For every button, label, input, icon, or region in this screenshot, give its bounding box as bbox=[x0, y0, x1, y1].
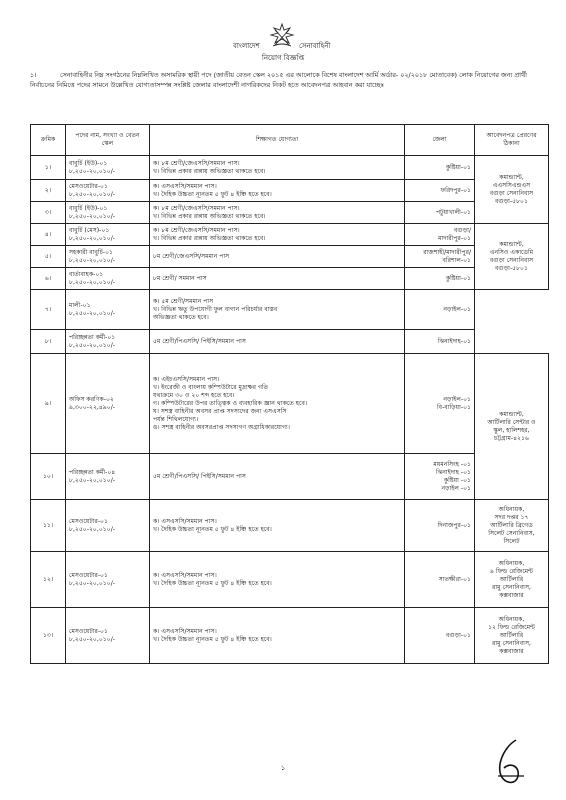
address-cell-line: স্কুল, হালিশহর, bbox=[493, 426, 530, 434]
post-cell bbox=[66, 268, 150, 290]
address-cell bbox=[475, 608, 549, 664]
qualification-cell-line: ৫ম শ্রেণী/পিএসসি/ পিইসি/সমমান পাস bbox=[153, 472, 246, 480]
address-cell-line: অধিনায়ক, bbox=[498, 615, 525, 623]
district-cell-line: নড়াইল -০১ bbox=[441, 484, 471, 492]
header-address: আবেদনপত্র প্রেরণের ঠিকানা bbox=[475, 125, 549, 156]
district-cell-line: রাজশাহী/মাদারীপুর/ bbox=[423, 248, 471, 256]
qualification-cell bbox=[150, 354, 405, 454]
address-cell-line: অধিনায়ক, bbox=[498, 505, 525, 513]
post-cell-line: ৮,২৫০-২০,০১০/- bbox=[69, 278, 115, 286]
post-cell bbox=[66, 552, 150, 608]
post-cell bbox=[66, 224, 150, 246]
post-cell-line: অফিস করণিক-০২ bbox=[69, 395, 114, 403]
serial-cell: ২। bbox=[31, 180, 66, 202]
address-cell-line: আর্টিলারি bbox=[499, 631, 524, 639]
district-cell bbox=[405, 500, 475, 552]
qualification-cell-line: ক। ৮ম শ্রেণী/জেএসসি/সমমান পাস। bbox=[153, 204, 240, 212]
post-cell bbox=[66, 246, 150, 268]
qualification-cell-line: ক। এসএসসি/সমমান পাস। bbox=[153, 627, 217, 635]
post-cell-line: বাবুর্চি (ইউ)-০১ bbox=[69, 159, 108, 167]
post-cell bbox=[66, 500, 150, 552]
qualification-cell-line: খ। দৈহিক উচ্চতা ন্যূনতম ৫ ফুট ৪ ইঞ্চি হতে হবে। bbox=[153, 579, 272, 587]
serial-cell: ১২। bbox=[31, 552, 66, 608]
address-cell bbox=[475, 224, 549, 290]
serial-cell: ৭। bbox=[31, 290, 66, 330]
district-cell-line: দিনাজপুর-০১ bbox=[437, 521, 471, 529]
address-cell-line: চট্টগ্রাম-৪২১৬ bbox=[494, 434, 529, 442]
qualification-cell-line: গ। কম্পিউটারের উপর তাত্ত্বিক ও ব্যবহারিক জ্ঞান থাকতে হবে। bbox=[153, 399, 308, 407]
address-cell-line: আর্টিলারি bbox=[499, 575, 524, 583]
district-cell bbox=[405, 156, 475, 180]
header-district: জেলা bbox=[405, 125, 475, 156]
serial-cell: ১০। bbox=[31, 454, 66, 500]
address-cell-line: রামু সেনানিবাস, bbox=[492, 583, 531, 591]
post-cell bbox=[66, 180, 150, 202]
address-cell bbox=[475, 354, 549, 500]
qualification-cell bbox=[150, 224, 405, 246]
district-cell-line: বগুড়া-০১ bbox=[445, 631, 471, 639]
district-cell bbox=[405, 290, 475, 330]
district-cell-line: ঝিনাইদাহ -০১ bbox=[435, 468, 471, 476]
address-cell-line: এএসসিএন্ডএস bbox=[492, 181, 531, 189]
district-cell bbox=[405, 354, 475, 454]
letterhead bbox=[0, 22, 566, 64]
qualification-cell-line: ৫ম শ্রেণী/পিএসসি/ পিইসি/সমমান পাস bbox=[153, 337, 246, 345]
table-row bbox=[31, 180, 549, 202]
header-qualification: শিক্ষাগত যোগ্যতা bbox=[150, 125, 405, 156]
address-cell-line: আর্টিলারি ব্রিগেড bbox=[490, 521, 533, 529]
army-emblem-icon bbox=[267, 22, 297, 48]
serial-cell: ৬। bbox=[31, 268, 66, 290]
district-cell bbox=[405, 608, 475, 664]
post-cell bbox=[66, 608, 150, 664]
qualification-cell bbox=[150, 330, 405, 354]
post-cell-line: ৮,২৫০-২০,০১০/- bbox=[69, 234, 115, 242]
qualification-cell bbox=[150, 202, 405, 224]
address-cell-line: কমান্ড্যান্ট, bbox=[499, 240, 524, 248]
address-cell bbox=[475, 156, 549, 224]
serial-cell: ৩। bbox=[31, 202, 66, 224]
post-cell-line: ৮,২৫০-২০,০১০/- bbox=[69, 190, 115, 198]
address-cell bbox=[475, 552, 549, 608]
address-cell-line: সিলেট bbox=[503, 537, 520, 545]
address-cell-line: বগুড়া-৫৮০১ bbox=[495, 264, 528, 272]
district-cell bbox=[405, 180, 475, 202]
post-cell bbox=[66, 202, 150, 224]
table-row bbox=[31, 330, 549, 354]
post-cell-line: সহকারী বাবুর্চি-০১ bbox=[69, 248, 113, 256]
district-cell bbox=[405, 330, 475, 354]
qualification-cell-line: খ। ইংরেজী ও বাংলায় কম্পিউটারে মুদ্রাক্ষর গতি bbox=[153, 383, 269, 391]
serial-cell: ১১। bbox=[31, 500, 66, 552]
post-cell-line: ৮,২৫০-২০,০১০/- bbox=[69, 476, 115, 484]
post-cell-line: মেসওয়েটার-০১ bbox=[69, 571, 108, 579]
notice-title: নিয়োগ বিজ্ঞপ্তি bbox=[261, 54, 305, 62]
address-cell-line: আর্টিলারি সেন্টার ও bbox=[487, 418, 536, 426]
address-cell-line: বগুড়া সেনানিবাস bbox=[489, 256, 534, 264]
qualification-cell-line: পর্যন্ত শিথিলযোগ্য। bbox=[153, 415, 199, 423]
district-cell bbox=[405, 202, 475, 224]
post-cell-line: বার্তাবাহক-০১ bbox=[69, 270, 104, 278]
post-cell-line: ৮,২৫০-২০,০১০/- bbox=[69, 309, 115, 317]
header-left-text: বাংলাদেশ bbox=[233, 42, 260, 50]
qualification-cell-line: ক। ৮ম শ্রেণী/জেএসসি/সমমান পাস। bbox=[153, 226, 240, 234]
qualification-cell-line: খ। বিভিন্ন প্রকার রান্নায় অভিজ্ঞতা থাকতে হবে। bbox=[153, 212, 266, 220]
table-row bbox=[31, 454, 549, 500]
address-cell-line: কমান্ড্যান্ট, bbox=[499, 173, 524, 181]
post-cell-line: ৮,২৫০-২০,০১০/- bbox=[69, 167, 115, 175]
district-cell-line: ফরিদপুর-০১ bbox=[440, 186, 471, 194]
qualification-cell bbox=[150, 454, 405, 500]
address-cell-line: বগুড়া-৫৮০১ bbox=[495, 197, 528, 205]
qualification-cell-line: খ। বিভিন্ন ঋতু উপযোগী ফুল বাগান পরিচর্যার বাস্তব bbox=[153, 305, 278, 313]
district-cell-line: মাদারীপুর-০১ bbox=[438, 234, 471, 242]
district-cell bbox=[405, 246, 475, 268]
post-cell-line: ৯,৩০০-২২,৪৯০/- bbox=[69, 403, 115, 411]
qualification-cell bbox=[150, 552, 405, 608]
table-row bbox=[31, 224, 549, 246]
district-cell-line: বি-বাড়িয়া-০১ bbox=[436, 403, 471, 411]
address-cell-line: কক্সবাজার bbox=[499, 647, 524, 655]
district-cell-line: বগুড়া/ bbox=[454, 226, 471, 234]
header-post: পদের নাম, সংখ্যা ও বেতন স্কেল bbox=[66, 125, 150, 156]
vacancy-table bbox=[30, 124, 549, 664]
serial-cell: ৫। bbox=[31, 246, 66, 268]
qualification-cell-line: খ। বিভিন্ন প্রকার রান্নায় অভিজ্ঞতা থাকতে হবে। bbox=[153, 234, 266, 242]
post-cell bbox=[66, 354, 150, 454]
qualification-cell-line: ক। এসএসসি/সমমান পাস। bbox=[153, 517, 217, 525]
header-right-text: সেনাবাহিনী bbox=[299, 42, 331, 50]
handwritten-signature bbox=[488, 736, 528, 792]
serial-cell: ১। bbox=[31, 156, 66, 180]
qualification-cell-line: ৮ম শ্রেণী/ সমমান পাস bbox=[153, 274, 207, 282]
address-cell-line: ১২ ফিল্ড রেজিমেন্ট bbox=[488, 623, 535, 631]
table-row bbox=[31, 202, 549, 224]
district-cell-line: সাতক্ষীরা-০১ bbox=[438, 575, 471, 583]
qualification-cell bbox=[150, 290, 405, 330]
post-cell-line: মালী-০১ bbox=[69, 301, 91, 309]
qualification-cell-line: ক। এইচএসসি/সমমান পাস। bbox=[153, 375, 220, 383]
table-row bbox=[31, 290, 549, 330]
district-cell bbox=[405, 224, 475, 246]
intro-paragraph bbox=[30, 70, 545, 90]
qualification-cell-line: ক। ৮ম শ্রেণী/জেএসসি/সমমান পাস। bbox=[153, 159, 240, 167]
table-header-row bbox=[31, 125, 549, 156]
district-cell-line: কুষ্টিয়া-০১ bbox=[445, 163, 471, 171]
district-cell bbox=[405, 268, 475, 290]
post-cell-line: ৮,২৫০-২০,০১০/- bbox=[69, 525, 115, 533]
page-number: ১ bbox=[280, 764, 286, 772]
district-cell-line: কুষ্টিয়া -০১ bbox=[443, 476, 471, 484]
address-cell-line: বগুড়া সেনানিবাস bbox=[489, 189, 534, 197]
district-cell bbox=[405, 454, 475, 500]
post-cell-line: ৮,২৫০-২০,০১০/- bbox=[69, 635, 115, 643]
address-cell-line: সিলেট সেনানিবাস, bbox=[488, 529, 535, 537]
qualification-cell bbox=[150, 268, 405, 290]
qualification-cell-line: খ। দৈহিক উচ্চতা ন্যূনতম ৫ ফুট ৪ ইঞ্চি হতে হবে। bbox=[153, 190, 272, 198]
post-cell bbox=[66, 290, 150, 330]
post-cell-line: ৮,২৫০-২০,০১০/- bbox=[69, 212, 115, 220]
qualification-cell-line: খ। দৈহিক উচ্চতা ন্যূনতম ৫ ফুট ৪ ইঞ্চি হতে হবে। bbox=[153, 525, 272, 533]
address-cell-line: ৯ ফিল্ড রেজিমেন্ট bbox=[490, 567, 533, 575]
qualification-cell-line: ক। ৫ম শ্রেণী/সমমান পাস bbox=[153, 297, 214, 305]
qualification-cell-line: ৮ম শ্রেণী/জেএসসি/সমমান পাস bbox=[153, 252, 230, 260]
qualification-cell-line: ক। এসএসসি/সমমান পাস। bbox=[153, 571, 217, 579]
address-cell-line: এনসিও একাডেমি bbox=[489, 248, 534, 256]
address-cell-line: কক্সবাজার bbox=[499, 591, 524, 599]
qualification-cell-line: ঙ। সশস্ত্র বাহিনীর অবসরপ্রাপ্ত সদস্যগণ অগ্রাধিকারযোগ্য। bbox=[153, 423, 290, 431]
district-cell-line: নড়াইল-০১ bbox=[443, 305, 471, 313]
qualification-cell-line: খ। দৈহিক উচ্চতা ন্যূনতম ৫ ফুট ৪ ইঞ্চি হতে হবে। bbox=[153, 635, 272, 643]
header-serial: ক্রমিক bbox=[31, 125, 66, 156]
post-cell-line: মেসওয়েটার-০১ bbox=[69, 627, 108, 635]
qualification-cell bbox=[150, 156, 405, 180]
qualification-cell-line: যথাক্রমে ৩০ ও ২০ শব্দ হতে হবে। bbox=[153, 391, 235, 399]
district-cell bbox=[405, 552, 475, 608]
qualification-cell bbox=[150, 608, 405, 664]
serial-cell: ৮। bbox=[31, 330, 66, 354]
qualification-cell-line: ঘ। সশস্ত্র বাহিনীর অবসর প্রাপ্ত সদস্যদের জন্য এসএসসি bbox=[153, 407, 287, 415]
post-cell-line: ৮,২৫০-২০,০১০/- bbox=[69, 256, 115, 264]
table-row bbox=[31, 500, 549, 552]
post-cell bbox=[66, 330, 150, 354]
table-row bbox=[31, 268, 549, 290]
address-cell-line: রামু সেনানিবাস, bbox=[492, 639, 531, 647]
qualification-cell bbox=[150, 180, 405, 202]
post-cell bbox=[66, 454, 150, 500]
table-row bbox=[31, 608, 549, 664]
post-cell-line: পরিচ্ছন্নতা কর্মী-০১ bbox=[69, 333, 116, 341]
qualification-cell bbox=[150, 500, 405, 552]
post-cell-line: মেসওয়েটার-০১ bbox=[69, 517, 108, 525]
post-cell-line: মেসওয়েটার-০১ bbox=[69, 182, 108, 190]
post-cell-line: পরিচ্ছন্নতা কর্মী-০৪ bbox=[69, 468, 116, 476]
district-cell-line: পটুয়াখালী-০১ bbox=[436, 208, 471, 216]
post-cell bbox=[66, 156, 150, 180]
district-cell-line: নড়াইল-০১ bbox=[443, 395, 471, 403]
serial-cell: ৪। bbox=[31, 224, 66, 246]
table-row bbox=[31, 156, 549, 180]
qualification-cell-line: ক। এসএসসি/সমমান পাস। bbox=[153, 182, 217, 190]
address-cell-line: সদর দপ্তর ১৭ bbox=[494, 513, 529, 521]
district-cell-line: বরিশাল-০১ bbox=[442, 256, 471, 264]
post-cell-line: বাবুর্চি (ইউ)-০১ bbox=[69, 204, 108, 212]
district-cell-line: ঝিনাইদাহ-০১ bbox=[437, 337, 471, 345]
table-row bbox=[31, 246, 549, 268]
address-cell-line: অধিনায়ক, bbox=[498, 559, 525, 567]
qualification-cell bbox=[150, 246, 405, 268]
qualification-cell-line: অভিজ্ঞতা থাকতে হবে। bbox=[153, 313, 209, 321]
district-cell-line: ময়মনসিংহ -০১ bbox=[433, 460, 471, 468]
intro-number: ১। bbox=[30, 71, 37, 79]
address-cell-line: কমান্ড্যান্ট, bbox=[499, 410, 524, 418]
intro-text: সেনাবাহিনীর নিম্ন সংগঠনের নিম্নলিখিত অসামরিক স্থায়ী পদে (জাতীয় বেতন স্কেল ২০১৫ এর আলোকে বিশেষ বাংলাদেশ আর্মি অর্ডার- ০২/২০১৮ মোতাবেক) লোক নিয়োগের জন্য প্রার্থী নির্বাচনের নিমিত্তে পদের সামনে উল্লেখিত যোগ্যতাসম্পন্ন সংশ্লিষ্ট জেলার বাংলাদেশী নাগরিকদের নিকট হতে আবেদনপত্র আহবান করা যাচ্ছেঃ bbox=[30, 71, 527, 89]
district-cell-line: কুষ্টিয়া-০১ bbox=[445, 274, 471, 282]
table-row bbox=[31, 552, 549, 608]
address-cell bbox=[475, 500, 549, 552]
qualification-cell-line: খ। বিভিন্ন প্রকার রান্নায় অভিজ্ঞতা থাকতে হবে। bbox=[153, 167, 266, 175]
post-cell-line: ৮,২৫০-২০,০১০/- bbox=[69, 341, 115, 349]
serial-cell: ১৩। bbox=[31, 608, 66, 664]
post-cell-line: ৮,২৫০-২০,০১০/- bbox=[69, 579, 115, 587]
serial-cell: ৯। bbox=[31, 354, 66, 454]
post-cell-line: বাবুর্চি (মেস)-০১ bbox=[69, 226, 110, 234]
table-row bbox=[31, 354, 549, 454]
